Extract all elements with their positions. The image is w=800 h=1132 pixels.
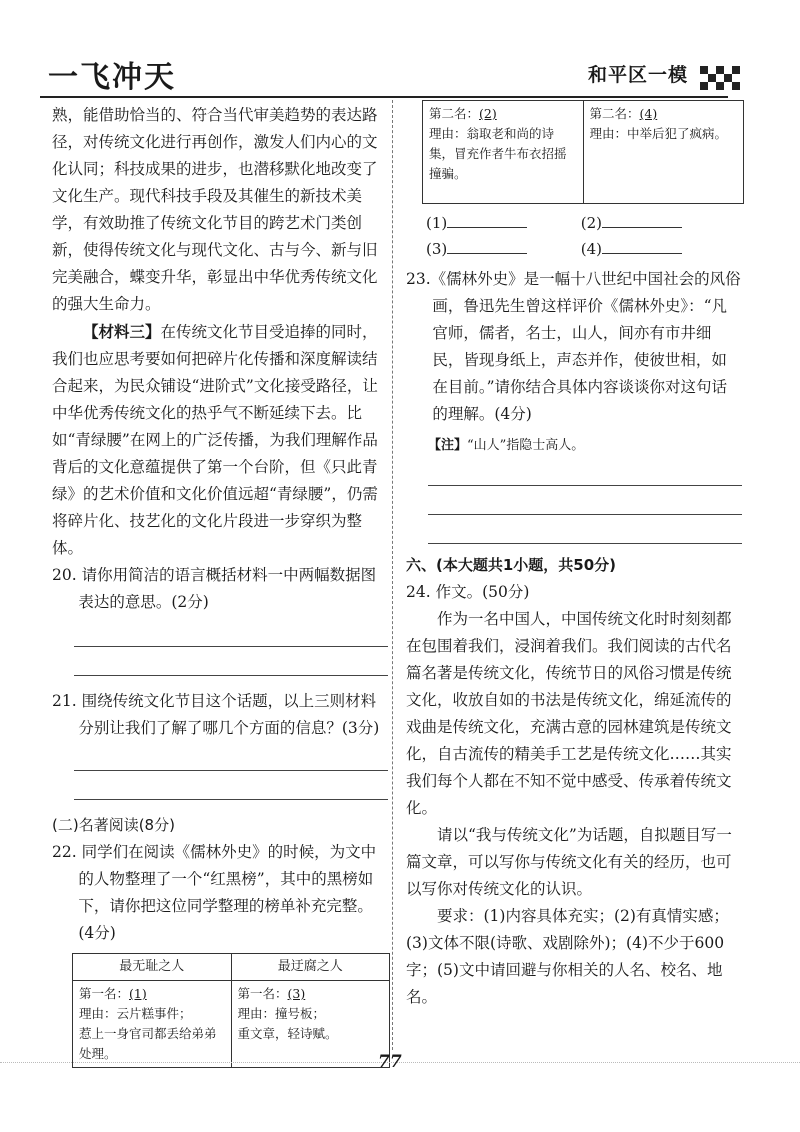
material-three-label: 【材料三】 xyxy=(83,322,161,341)
table-cell: 第一名：(1) 理由：云片糕事件； 惹上一身官司都丢给弟弟处理。 xyxy=(73,981,232,1068)
page-number: 77 xyxy=(378,1052,402,1072)
question-24: 24. 作文。(50分) xyxy=(406,583,530,601)
right-column xyxy=(406,100,742,1011)
blacklist-table-2 xyxy=(422,100,744,204)
question-23: 23.《儒林外史》是一幅十八世纪中国社会的风俗画，鲁迅先生曾这样评价《儒林外史》：“凡官师，儒者，名士，山人，间亦有市井细民，皆现身纸上，声态并作，使彼世相，如在目前。”请你结合具体内容谈谈你对这句话的理解。(4分) xyxy=(406,270,741,423)
question-22: 22. 同学们在阅读《儒林外史》的时候，为文中的人物整理了一个“红黑榜”，其中的黑榜如下，请你把这位同学整理的榜单补充完整。(4分) xyxy=(52,843,377,942)
table-header: 最迂腐之人 xyxy=(231,954,390,981)
checker-decoration xyxy=(700,66,740,96)
column-divider xyxy=(392,100,393,1050)
answer-line[interactable] xyxy=(74,646,388,647)
table-cell: 第二名：(2) 理由：翁取老和尚的诗集，冒充作者牛布衣招摇撞骗。 xyxy=(423,101,584,204)
left-column xyxy=(52,102,388,1068)
essay-requirements: 要求：(1)内容具体充实；(2)有真情实感；(3)文体不限(诗歌、戏剧除外)；(4)不少于600字；(5)文中请回避与你相关的人名、校名、地名。 xyxy=(406,907,729,1006)
blank-number: (3) xyxy=(287,986,306,1001)
blacklist-table-1 xyxy=(72,953,390,1068)
table-header: 最无耻之人 xyxy=(73,954,232,981)
answer-line[interactable] xyxy=(428,514,742,515)
question-21: 21. 围绕传统文化节目这个话题，以上三则材料分别让我们了解了哪几个方面的信息？(3分) xyxy=(52,692,380,737)
answer-blank[interactable] xyxy=(602,213,682,228)
answer-blanks: (1) (2) (3) (4) xyxy=(426,210,742,262)
answer-blank[interactable] xyxy=(447,239,527,254)
essay-prompt: 作为一名中国人，中国传统文化时时刻刻都在包围着我们，浸润着我们。我们阅读的古代名篇名著是传统文化，传统节日的风俗习惯是传统文化，收放自如的书法是传统文化，绵延流传的戏曲是传统文化，充满古意的园林建筑是传统文化，自古流传的精美手工艺是传统文化……其实我们每个人都在不知不觉中感受、传承着传统文化。 xyxy=(406,610,732,817)
section-six: 六、(本大题共1小题，共50分) xyxy=(406,556,617,574)
answer-blank[interactable] xyxy=(602,239,682,254)
answer-line[interactable] xyxy=(74,799,388,800)
answer-line[interactable] xyxy=(74,675,388,676)
header-rule xyxy=(40,96,728,98)
answer-line[interactable] xyxy=(428,543,742,544)
material-three xyxy=(52,318,388,562)
table-cell: 第二名：(4) 理由：中举后犯了疯病。 xyxy=(583,101,744,204)
question-20: 20. 请你用简洁的语言概括材料一中两幅数据图表达的意思。(2分) xyxy=(52,566,377,611)
brand-title: 一飞冲天 xyxy=(48,60,176,95)
blank-number: (2) xyxy=(479,106,497,121)
region-label: 和平区一模 xyxy=(588,64,689,86)
answer-blank[interactable] xyxy=(447,213,527,228)
blank-number: (1) xyxy=(129,986,147,1001)
section-classic-reading: (二)名著阅读(8分) xyxy=(52,816,175,834)
material-two-continuation: 熟，能借助恰当的、符合当代审美趋势的表达路径，对传统文化进行再创作，激发人们内心的文化认同；科技成果的进步，也潜移默化地改变了文化生产。现代科技手段及其催生的新技术美学，有效助推了传统文化节目的跨艺术门类创新，使得传统文化与现代文化、古与今、新与旧完美融合，蝶变升华，彰显出中华优秀传统文化的强大生命力。 xyxy=(52,106,378,313)
blank-number: (4) xyxy=(639,106,658,121)
essay-task: 请以“我与传统文化”为话题，自拟题目写一篇文章，可以写你与传统文化有关的经历，也可以写你对传统文化的认识。 xyxy=(406,826,732,898)
note: 【注】“山人”指隐士高人。 xyxy=(428,438,585,453)
material-three-text: 在传统文化节目受追捧的同时，我们也应思考要如何把碎片化传播和深度解读结合起来，为民众铺设“进阶式”文化接受路径，让中华优秀传统文化的热乎气不断延续下去。比如“青绿腰”在网上的广泛传播，为我们理解作品背后的文化意蕴提供了第一个台阶，但《只此青绿》的艺术价值和文化价值远超“青绿腰”，仍需将碎片化、技艺化的文化片段进一步穿织为整体。 xyxy=(52,323,378,557)
table-cell: 第一名：(3) 理由：撞号板； 重文章，轻诗赋。 xyxy=(231,981,390,1068)
answer-line[interactable] xyxy=(74,770,388,771)
answer-line[interactable] xyxy=(428,485,742,486)
